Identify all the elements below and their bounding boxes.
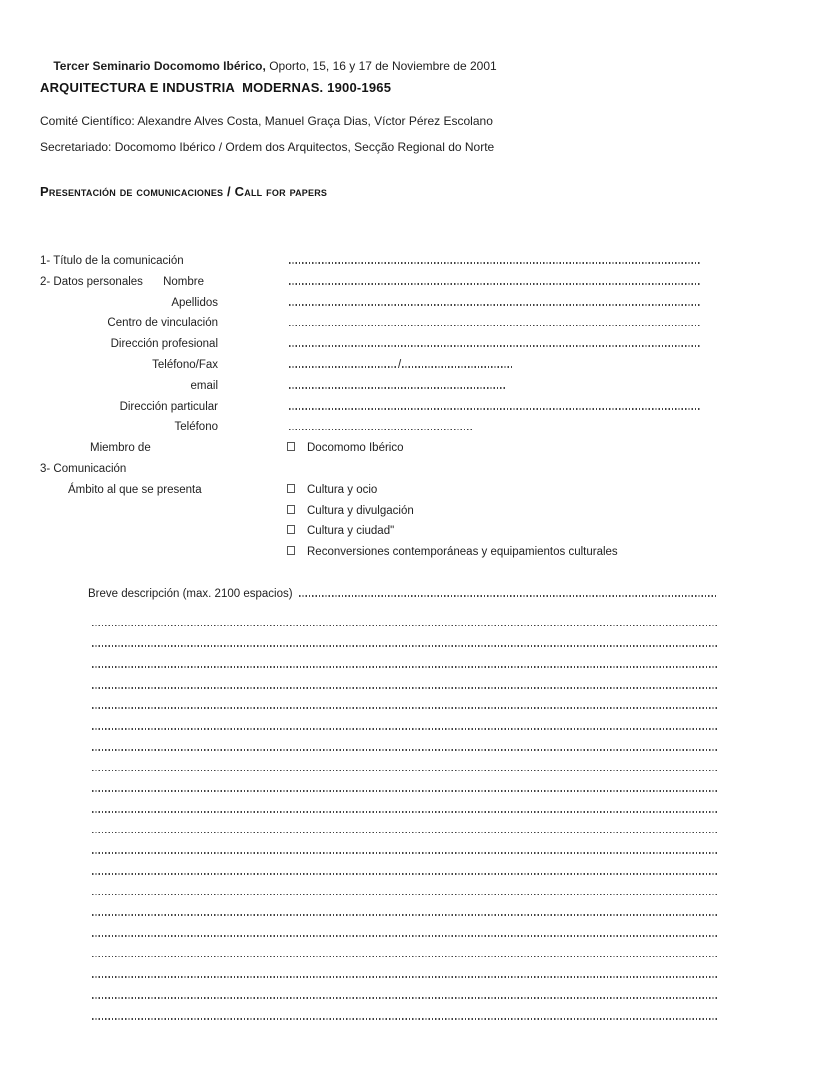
ambito-option-1-checkbox-icon[interactable] [287, 484, 295, 493]
ambito-row-1 [40, 484, 718, 505]
field-line-apellidos[interactable] [289, 304, 700, 306]
committee-line: Comité Científico: Alexandre Alves Costa, Manuel Graça Dias, Víctor Pérez Escolano [40, 114, 493, 128]
ambito-row-3 [40, 525, 718, 546]
blank-dotted-line [40, 836, 718, 857]
field-row-nombre [40, 276, 718, 297]
field-line-telefono[interactable] [289, 366, 397, 368]
docomomo-iberico-checkbox-icon[interactable] [287, 442, 295, 451]
section-heading: Presentación de comunicaciones / Call for papers [40, 184, 328, 199]
field-line-direccion-particular[interactable] [289, 408, 700, 410]
field-line-fax[interactable] [402, 366, 512, 368]
field-row-apellidos [40, 297, 718, 318]
ambito-option-2-label: Cultura y divulgación [307, 504, 414, 517]
field-label-apellidos: Apellidos [171, 296, 218, 309]
section2-prefix: 2- Datos personales [40, 275, 143, 288]
blank-dotted-line [40, 816, 718, 837]
field-label-direccion-particular: Dirección particular [119, 400, 218, 413]
ambito-row-2 [40, 505, 718, 526]
field-label-centro-vinculacion: Centro de vinculación [107, 317, 218, 330]
blank-dotted-line [40, 629, 718, 650]
blank-dotted-line [40, 857, 718, 878]
description-writing-area[interactable] [40, 609, 718, 1023]
field-line-nombre[interactable] [289, 283, 700, 285]
blank-dotted-line [40, 712, 718, 733]
field-row-email [40, 380, 718, 401]
field-row-telefono-particular [40, 421, 718, 442]
field-row-direccion-particular [40, 401, 718, 422]
field-label-nombre [40, 276, 218, 288]
section3-heading: 3- Comunicación [40, 462, 127, 475]
secretariat-line: Secretariado: Docomomo Ibérico / Ordem dos Arquitectos, Secção Regional do Norte [40, 140, 495, 154]
ambito-option-4-label: Reconversiones contemporáneas y equipamientos culturales [307, 546, 618, 559]
description-section [40, 588, 718, 1023]
blank-dotted-line [40, 878, 718, 899]
document-title: ARQUITECTURA E INDUSTRIA MODERNAS. 1900-1965 [40, 80, 392, 95]
ambito-row-4 [40, 546, 718, 567]
docomomo-iberico-option-label: Docomomo Ibérico [307, 442, 404, 455]
blank-dotted-line [40, 609, 718, 630]
field-row-miembro-de [40, 442, 718, 463]
ambito-option-2-checkbox-icon[interactable] [287, 505, 295, 514]
nombre-label: Nombre [163, 275, 204, 288]
blank-dotted-line [40, 733, 718, 754]
field-label-email: email [190, 379, 218, 392]
blank-dotted-line [40, 1002, 718, 1023]
field-label-direccion-profesional: Dirección profesional [110, 338, 218, 351]
telefono-fax-separator: / [398, 358, 402, 371]
field-row-titulo [40, 255, 718, 276]
description-first-line[interactable] [299, 595, 718, 597]
field-line-centro-vinculacion[interactable] [289, 325, 700, 327]
field-label-telefono-particular: Teléfono [174, 421, 218, 434]
field-label-titulo: 1- Título de la comunicación [40, 255, 184, 267]
field-label-telefono-fax: Teléfono/Fax [152, 358, 218, 371]
blank-dotted-line [40, 692, 718, 713]
section3-row [40, 463, 718, 484]
blank-dotted-line [40, 774, 718, 795]
description-label: Breve descripción (max. 2100 espacios) [88, 588, 293, 600]
blank-dotted-line [40, 981, 718, 1002]
blank-dotted-line [40, 960, 718, 981]
ambito-option-1-label: Cultura y ocio [307, 483, 378, 496]
field-row-centro-vinculacion [40, 317, 718, 338]
blank-dotted-line [40, 795, 718, 816]
field-line-titulo[interactable] [289, 262, 700, 264]
blank-dotted-line [40, 898, 718, 919]
seminar-date-location: Oporto, 15, 16 y 17 de Noviembre de 2001 [265, 59, 497, 73]
ambito-option-3-label: Cultura y ciudad" [307, 525, 395, 538]
form-fields [40, 255, 718, 567]
field-row-direccion-profesional [40, 338, 718, 359]
ambito-option-4-checkbox-icon[interactable] [287, 546, 295, 555]
seminar-name: Tercer Seminario Docomomo Ibérico, [53, 59, 266, 73]
field-line-direccion-profesional[interactable] [289, 345, 700, 347]
field-line-email[interactable] [289, 387, 507, 389]
ambito-label: Ámbito al que se presenta [68, 483, 202, 496]
blank-dotted-line [40, 940, 718, 961]
ambito-option-3-checkbox-icon[interactable] [287, 525, 295, 534]
blank-dotted-line [40, 671, 718, 692]
blank-dotted-line [40, 650, 718, 671]
field-line-telefono-particular[interactable] [289, 429, 472, 431]
field-row-telefono-fax [40, 359, 718, 380]
field-label-miembro-de: Miembro de [90, 442, 151, 455]
description-label-row [40, 588, 718, 609]
blank-dotted-line [40, 754, 718, 775]
blank-dotted-line [40, 919, 718, 940]
